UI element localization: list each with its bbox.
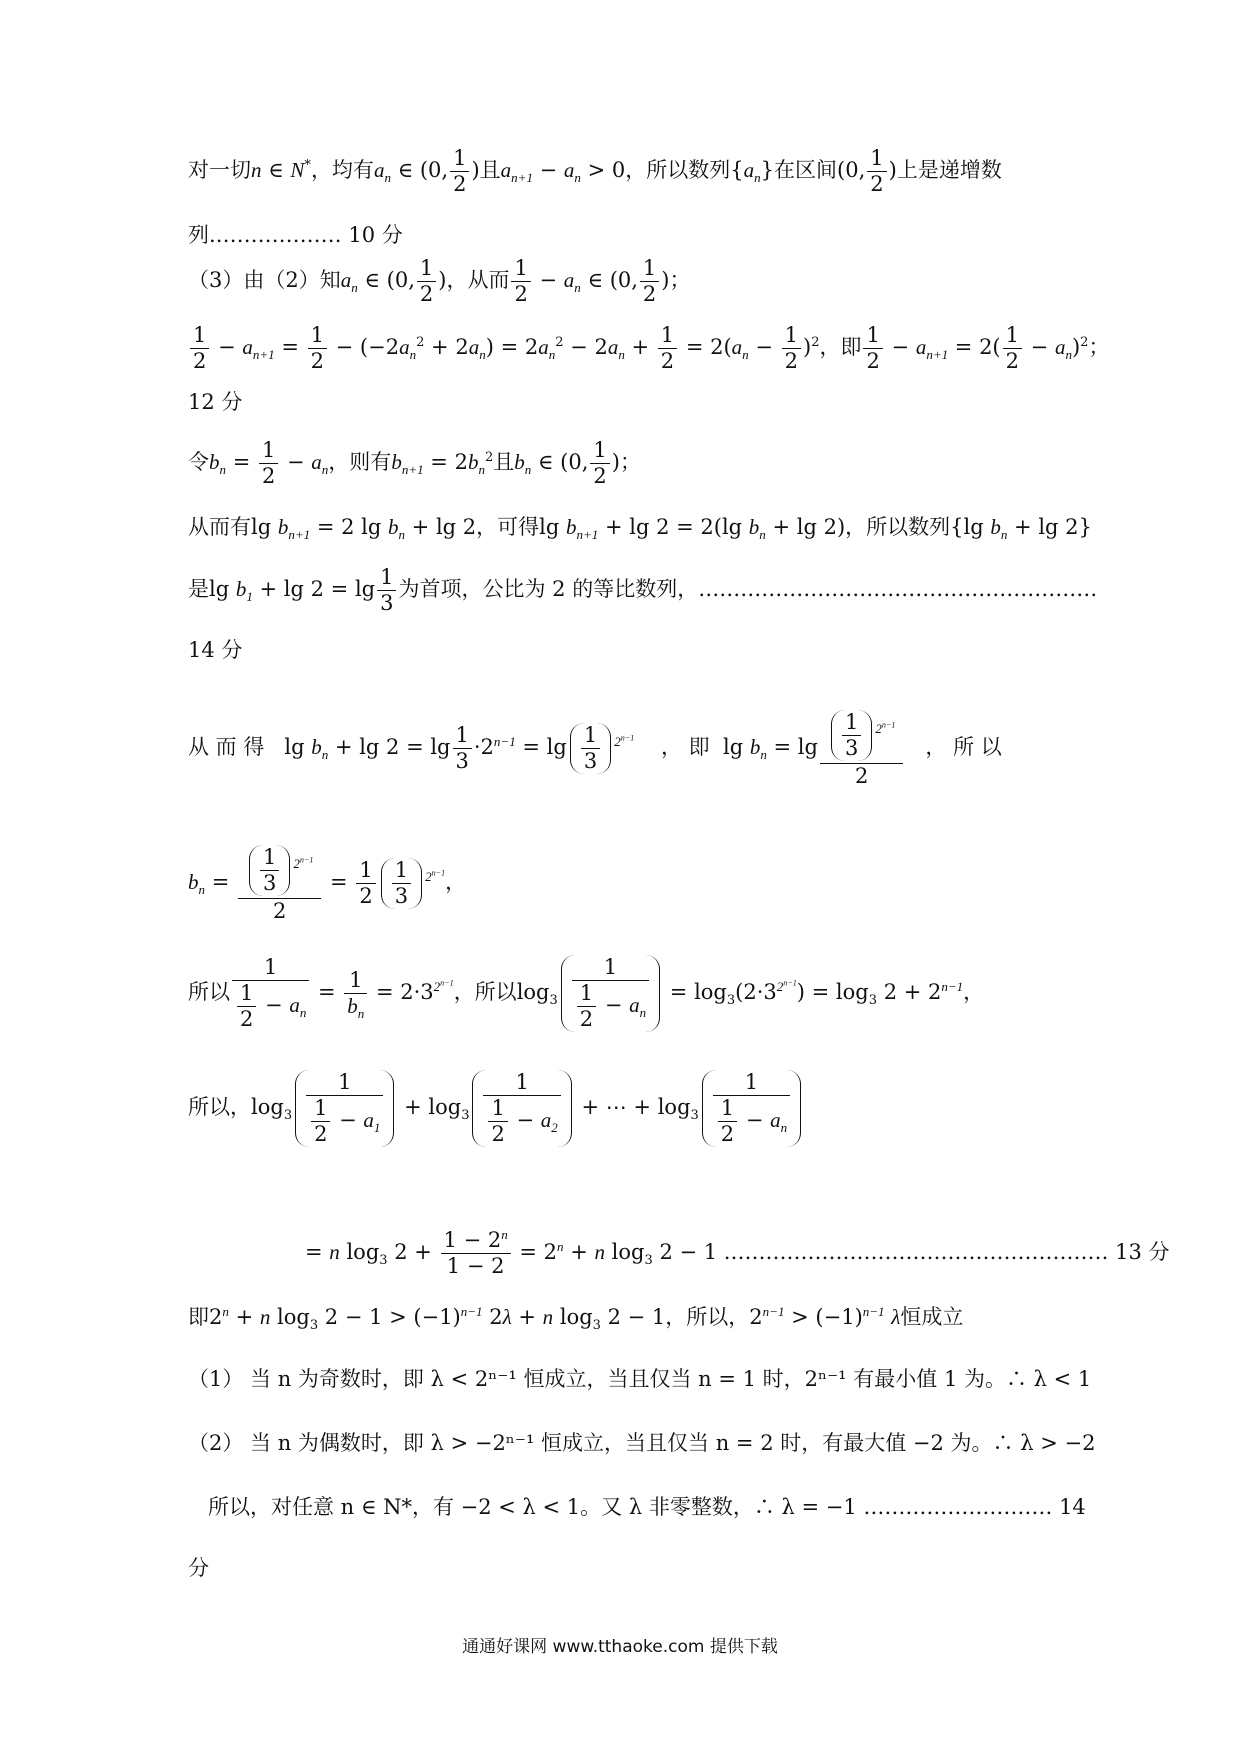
line-8: 是$\lg b_1 + \lg 2 = \lg$ $\frac{1}{3}$ 为首项，公比为 2 的等比数列，………………………………………………… <box>188 565 1098 615</box>
formula: $b_{n+1}$ <box>566 515 599 543</box>
text: ， 即 <box>660 735 710 759</box>
text: ； <box>619 450 641 474</box>
text: ，所以数列 <box>845 515 951 539</box>
formula: $b_{n+1}$ <box>277 515 311 543</box>
fraction: $\frac{1}{3}$ $^{2^{n-1}}$ 2 <box>820 710 903 787</box>
fraction: 1 $\frac{1}{2}$ − $a_n$ <box>232 957 309 1030</box>
fraction: $\frac{1}{2}$ <box>1003 325 1022 372</box>
line-5: 12 分 <box>188 390 243 414</box>
parenthesis: 1 $\frac{1}{2}$ − $a_n$ <box>561 955 660 1032</box>
line-12: 所以 1 $\frac{1}{2}$ − $a_n$ = $\frac{1}{b_n}$ = $2\cdot 3^{2^{n-1}}$，所以$\log_3$ 1 $\frac{1}{2}$ − $a_n$ = $\log_3(2\cdot 3^{2^{n-1}}) = \log_3 2 + 2^{n-1}$， <box>188 955 985 1031</box>
line-3: （3）由（2）知$a_n$ ∈ (0, $\frac{1}{2}$ )，从而 $\frac{1}{2}$ − $a_n$ ∈ (0, $\frac{1}{2}$ )； <box>188 256 691 306</box>
line-14: = n $\log_3 2$ + $\frac{1 - 2^n}{1 - 2}$ = $2^n + n$ $\log_3 2 - 1$ .……………………………………………… 13 分 <box>305 1227 1170 1278</box>
fraction: $\frac{1}{3}$ $^{2^{n-1}}$ 2 <box>238 845 321 922</box>
formula: $a_n$ <box>373 158 391 186</box>
fraction: $\frac{1}{3}$ <box>453 725 472 772</box>
line-11: $b_n$ = $\frac{1}{3}$ $^{2^{n-1}}$ 2 = $\frac{1}{2}$ $\frac{1}{3}$ $^{2^{n-1}}$， <box>188 845 467 923</box>
line-10: 从 而 得 $\lg b_n + \lg 2 = \lg$ $\frac{1}{3}$ $\cdot 2^{n-1} = \lg$ $\frac{1}{3}$ $^{2^{n-1}}$ ， 即 $\lg b_n = \lg$ $\frac{1}{3}$ $^{2^{n-1}}$ 2 ， 所 以 <box>188 710 1002 788</box>
formula: $a_n$ <box>563 158 581 186</box>
text: （3）由（2）知 <box>188 268 341 292</box>
parenthesis: 1 $\frac{1}{2}$ − $a_1$ <box>295 1070 394 1147</box>
formula: $a_n$ <box>468 335 486 363</box>
fraction: $\frac{1}{2}$ <box>450 148 469 195</box>
text: 令 <box>188 450 209 474</box>
text: 是 <box>188 577 209 601</box>
text: ……………………………………………… 13 分 <box>730 1240 1170 1264</box>
fraction: $\frac{1}{2}$ <box>356 860 375 907</box>
text: ； <box>669 268 691 292</box>
line-2: 列.……………… 10 分 <box>188 223 403 247</box>
formula: N <box>290 158 305 182</box>
formula: $a_{n+1}$ <box>242 335 275 363</box>
formula: $a_n$ <box>731 335 749 363</box>
formula: $a_n$ <box>311 450 329 478</box>
fraction: $\frac{1}{2}$ <box>782 325 801 372</box>
formula: $b_n$ <box>311 735 329 763</box>
fraction: $\frac{1}{3}$ <box>377 567 396 614</box>
formula: $a_n$ <box>340 268 358 296</box>
text: ，所以， <box>665 1305 750 1329</box>
fraction: $\frac{1}{2}$ <box>511 258 530 305</box>
line-1: 对一切n ∈ N*，均有$a_n$ ∈ (0, $\frac{1}{2}$ )且$a_{n+1} - a_n > 0$，所以数列$\{a_n\}$在区间(0, $\frac{1}{2}$ )上是递增数 <box>188 146 1002 196</box>
formula: $a_n$ <box>399 335 417 363</box>
fraction: $\frac{1}{2}$ <box>417 258 436 305</box>
text: 所以， <box>188 1095 251 1119</box>
text: ，所以 <box>453 980 517 1004</box>
fraction: $\frac{1}{b_n}$ <box>344 970 367 1017</box>
text: 为首项，公比为 2 的等比数列，………………………………………………… <box>398 577 1098 601</box>
line-13: 所以，$\log_3$ 1 $\frac{1}{2}$ − $a_1$ + $\log_3$ 1 $\frac{1}{2}$ − $a_2$ + ⋯ + $\log_3$ 1 $\frac{1}{2}$ − $a_n$ <box>188 1070 1058 1147</box>
text: ， 所 以 <box>925 735 1002 759</box>
parenthesis: 1 $\frac{1}{2}$ − $a_n$ <box>702 1070 801 1147</box>
formula: n <box>259 1305 271 1329</box>
fraction: $\frac{1}{2}$ <box>259 440 278 487</box>
fraction: $\frac{1}{2}$ <box>640 258 659 305</box>
text: ，则有 <box>328 450 392 474</box>
text: 恒成立 <box>900 1305 964 1329</box>
formula: n <box>594 1240 605 1264</box>
text: 且 <box>493 450 515 474</box>
formula: $a_n$ <box>607 335 625 363</box>
formula: $b_1$ <box>235 577 253 605</box>
text: ，所以数列 <box>625 158 731 182</box>
formula: $a_n$ <box>1054 335 1072 363</box>
parenthesis: 1 $\frac{1}{2}$ − $a_2$ <box>472 1070 571 1147</box>
formula: $b_n$ <box>209 450 227 478</box>
line-19: 分 <box>188 1556 209 1580</box>
text: 且 <box>479 158 501 182</box>
fraction: $\frac{1}{2}$ <box>863 325 882 372</box>
line-4: $\frac{1}{2}$ − $a_{n+1}$ = $\frac{1}{2}$ − $(-2a_n^2 + 2a_n) = 2a_n^2 - 2a_n$ + $\frac{1}{2}$ = $2(a_n$ − $\frac{1}{2}$ )$^2$，即 $\frac{1}{2}$ − $a_{n+1} = 2$( $\frac{1}{2}$ − $a_n)^2$； <box>188 325 1058 372</box>
formula: $b_n$ <box>467 450 485 478</box>
formula: $b_{n+1}$ <box>391 450 424 478</box>
formula: $b_n$ <box>748 515 766 543</box>
formula: $a_n$ <box>743 158 761 186</box>
line-9: 14 分 <box>188 638 243 662</box>
parenthesis: $\frac{1}{3}$ <box>570 723 611 774</box>
fraction: $\frac{1}{2}$ <box>590 440 609 487</box>
line-17: （2） 当 n 为偶数时，即 λ > −2ⁿ⁻¹ 恒成立，当且仅当 n = 2 时，有最大值 −2 为。∴ λ > −2 <box>188 1431 1096 1455</box>
line-15: 即$2^n + n$ $\log_3 2 - 1 > (-1)^{n-1}$ 2λ + n $\log_3 2 - 1$，所以，$2^{n-1} > (-1)^{n-1}$ λ恒成立 <box>188 1304 964 1334</box>
fraction: $\frac{1 - 2^n}{1 - 2}$ <box>441 1230 511 1277</box>
formula: n <box>542 1305 554 1329</box>
line-18: 所以，对任意 n ∈ N*，有 −2 < λ < 1。又 λ 非零整数，∴ λ = −1 ……………………… 14 <box>208 1495 1086 1519</box>
fraction: $\frac{1}{2}$ <box>308 325 327 372</box>
formula: $a_n$ <box>538 335 556 363</box>
formula: $a_{n+1}$ <box>915 335 949 363</box>
formula: $b_n$ <box>749 735 767 763</box>
text: 所以 <box>188 980 230 1004</box>
text: ，可得 <box>476 515 540 539</box>
text: ， <box>445 870 467 894</box>
text: ，均有 <box>310 158 374 182</box>
formula: $a_n$ <box>563 268 581 296</box>
fraction: $\frac{1}{2}$ <box>658 325 677 372</box>
text: 从而有 <box>188 515 251 539</box>
text: 在区间 <box>774 158 838 182</box>
line-16: （1） 当 n 为奇数时，即 λ < 2ⁿ⁻¹ 恒成立，当且仅当 n = 1 时，2ⁿ⁻¹ 有最小值 1 为。∴ λ < 1 <box>188 1367 1092 1391</box>
text: ， <box>963 980 985 1004</box>
formula: $b_n$ <box>387 515 405 543</box>
text: 对一切 <box>188 158 251 182</box>
text: 即 <box>188 1305 209 1329</box>
formula: n <box>251 158 262 182</box>
formula: $a_{n+1}$ <box>500 158 533 186</box>
text: ，从而 <box>446 268 510 292</box>
footer-source: 通通好课网 www.tthaoke.com 提供下载 <box>462 1637 778 1657</box>
fraction: $\frac{1}{2}$ <box>190 325 209 372</box>
line-6: 令$b_n$ = $\frac{1}{2}$ − $a_n$，则有$b_{n+1} = 2b_n^2$且$b_n$ ∈ (0, $\frac{1}{2}$ )； <box>188 438 641 488</box>
formula: $b_n$ <box>990 515 1008 543</box>
text: ，即 <box>819 335 862 359</box>
formula: $b_n$ <box>188 870 206 898</box>
line-7: 从而有$\lg b_{n+1} = 2$ $\lg b_n + \lg 2$，可得$\lg b_{n+1} + \lg 2 = 2(\lg$ $b_n + \lg 2$)，所以数列{lg $b_n + \lg 2$} <box>188 515 1092 543</box>
text: 上是递增数 <box>896 158 1002 182</box>
formula: $b_n$ <box>514 450 532 478</box>
text: ； <box>1088 335 1110 359</box>
formula: n <box>329 1240 340 1264</box>
parenthesis: $\frac{1}{3}$ <box>381 858 422 909</box>
text: 从 而 得 <box>188 735 265 759</box>
fraction: $\frac{1}{2}$ <box>867 148 886 195</box>
